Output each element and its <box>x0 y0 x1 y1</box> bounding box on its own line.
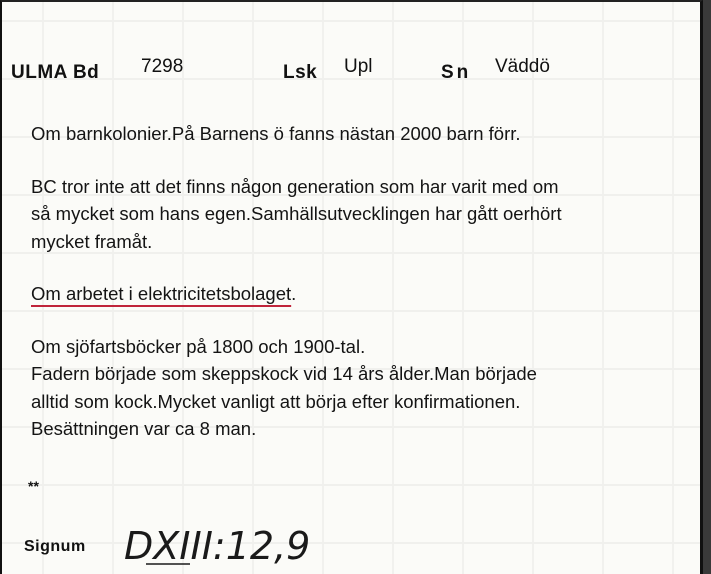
line: Om sjöfartsböcker på 1800 och 1900-tal. <box>31 335 366 357</box>
line: BC tror inte att det finns någon generation som har varit med om <box>31 175 559 197</box>
card-edge <box>703 0 711 574</box>
landskap-label: Lsk <box>283 62 318 83</box>
signum-label: Signum <box>24 538 86 555</box>
topic-period: . <box>291 283 297 304</box>
line: Om barnkolonier.På Barnens ö fanns nästan 2000 barn förr. <box>31 123 521 144</box>
line: alltid som kock.Mycket vanligt att börja efter konfirmationen. <box>31 390 521 412</box>
line: Besättningen var ca 8 man. <box>31 418 257 439</box>
landskap-value: Upl <box>344 56 373 77</box>
paragraph-2 <box>31 173 681 256</box>
paragraph-4 <box>31 333 681 443</box>
underlined-topic: Om arbetet i elektricitetsbolaget <box>31 283 292 304</box>
line: Fadern började som skeppskock vid 14 års ålder.Man började <box>31 363 537 384</box>
paragraph-3 <box>31 280 681 308</box>
socken-label: Sn <box>441 62 472 83</box>
archive-label: ULMA Bd <box>11 62 100 83</box>
signum-value: DXIII:12,9 <box>124 524 311 568</box>
socken-value: Väddö <box>495 56 550 77</box>
archive-value: 7298 <box>141 56 184 77</box>
paragraph-1 <box>31 120 681 148</box>
line: mycket framåt. <box>31 230 153 252</box>
card-header <box>11 54 691 88</box>
stars-marker: ** <box>28 478 39 494</box>
line: så mycket som hans egen.Samhällsutvecklingen har gått oerhört <box>31 203 562 224</box>
signum-handwritten <box>120 514 311 574</box>
card-body <box>31 120 681 468</box>
